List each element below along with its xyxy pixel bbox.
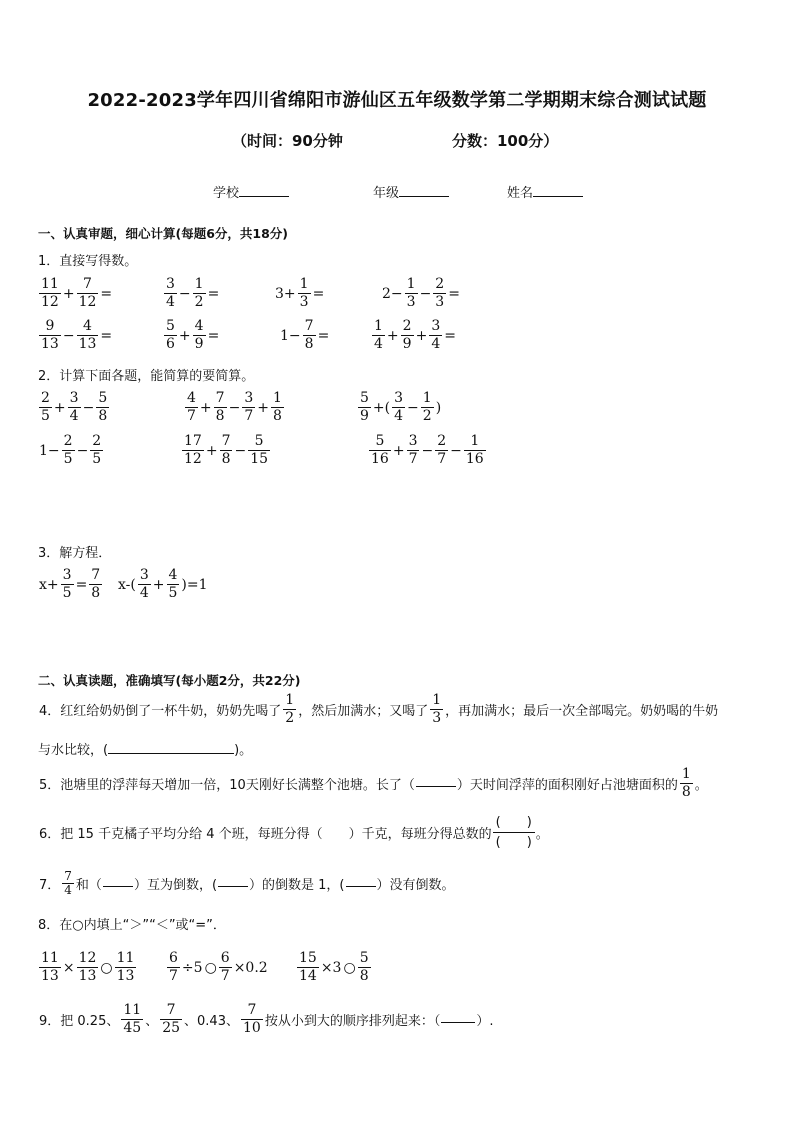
grade-blank[interactable] [399, 184, 449, 197]
q2-expr-6: $\frac{5}{16}$ + $\frac{3}{7}$ − $\frac{2}{7}$ − $\frac{1}{16}$ [371, 433, 484, 467]
q8-circle-2[interactable]: ○ [204, 959, 217, 976]
q6-numerator-blank[interactable]: ( ) [493, 813, 535, 833]
school-blank[interactable] [239, 184, 289, 197]
q8-compare-1: $\frac{11}{13}$ × $\frac{12}{13}$ ○ $\frac{11}{13}$ [41, 950, 135, 984]
q1-r1-b: $\frac{3}{4}$ − $\frac{1}{2}$ = [166, 276, 220, 310]
q8-circle-3[interactable]: ○ [343, 959, 356, 976]
school-field [213, 182, 289, 201]
q1-r2-d: $\frac{1}{4}$ + $\frac{2}{9}$ + $\frac{3}{4}$ = [374, 318, 456, 352]
q1-label: 1．直接写得数。 [38, 254, 138, 269]
name-label: 姓名 [507, 186, 534, 201]
q3-equation-1: x+ $\frac{3}{5}$ = $\frac{7}{8}$ [39, 567, 101, 601]
q1-r2-b: $\frac{5}{6}$ + $\frac{4}{9}$ = [166, 318, 220, 352]
q8-circle-1[interactable]: ○ [100, 959, 113, 976]
q6-line: 6．把 15 千克橘子平均分给 4 个班，每班分得（ ）千克，每班分得总数的 ( ) ( ) 。 [39, 815, 549, 850]
q5-line: 5．池塘里的浮萍每天增加一倍，10天刚好长满整个池塘。长了（ ）天时间浮萍的面积刚好占池塘面积的 $\frac{1}{8}$ 。 [39, 766, 708, 800]
q2-expr-5: $\frac{17}{12}$ + $\frac{7}{8}$ − $\frac{5}{15}$ [184, 433, 269, 467]
q3-equation-2: x-( $\frac{3}{4}$ + $\frac{4}{5}$ )=1 [118, 567, 208, 601]
school-label: 学校 [213, 186, 240, 201]
q7-blank-2[interactable] [218, 874, 248, 887]
page-title: 2022-2023学年四川省绵阳市游仙区五年级数学第二学期期末综合测试试题 [87, 90, 707, 111]
grade-label: 年级 [373, 186, 400, 201]
q4-answer-blank[interactable] [108, 741, 234, 754]
q7-line: 7． $\frac{7}{4}$ 和（ ）互为倒数，( ）的倒数是 1，( ）没有倒数。 [39, 869, 455, 897]
q2-label: 2．计算下面各题，能简算的要简算。 [38, 369, 255, 384]
q4-line-2: 与水比较，( )。 [38, 743, 253, 758]
q4-line-1: 4．红红给奶奶倒了一杯牛奶，奶奶先喝了 $\frac{1}{2}$ ，然后加满水；又喝了 $\frac{1}{3}$ ，再加满水；最后一次全部喝完。奶奶喝的牛奶 [39, 692, 719, 726]
grade-field [373, 182, 449, 201]
q8-label: 8．在○内填上“＞”“＜”或“=”． [38, 918, 226, 933]
q8-compare-3: $\frac{15}{14}$ ×3 ○ $\frac{5}{8}$ [299, 950, 369, 984]
q1-r1-a: $\frac{11}{12}$ + $\frac{7}{12}$ = [41, 276, 113, 310]
q9-answer-blank[interactable] [441, 1010, 475, 1023]
q7-blank-1[interactable] [103, 874, 133, 887]
q1-r2-c: 1− $\frac{7}{8}$ = [280, 318, 330, 352]
q2-expr-3: $\frac{5}{9}$ +( $\frac{3}{4}$ − $\frac{1}{2}$ ) [360, 390, 442, 424]
section-2-heading: 二、认真读题，准确填写(每小题2分，共22分) [38, 673, 301, 688]
q6-denominator-blank[interactable]: ( ) [495, 835, 532, 850]
q5-answer-blank[interactable] [416, 774, 456, 787]
q7-blank-3[interactable] [346, 874, 376, 887]
name-field [507, 182, 583, 201]
q1-r1-d: 2− $\frac{1}{3}$ − $\frac{2}{3}$ = [382, 276, 460, 310]
time-label: （时间：90分钟 [232, 132, 343, 150]
score-label: 分数：100分） [452, 132, 559, 150]
q1-r1-c: 3+ $\frac{1}{3}$ = [275, 276, 325, 310]
section-1-heading: 一、认真审题，细心计算(每题6分，共18分) [38, 226, 289, 241]
q1-r2-a: $\frac{9}{13}$ − $\frac{4}{13}$ = [41, 318, 113, 352]
q9-line: 9．把 0.25、 $\frac{11}{45}$ 、 $\frac{7}{25}$ 、0.43、 $\frac{7}{10}$ 按从小到大的顺序排列起来：（ ）. [39, 1002, 494, 1036]
q3-label: 3．解方程． [38, 546, 112, 561]
q2-expr-2: $\frac{4}{7}$ + $\frac{7}{8}$ − $\frac{3}{7}$ + $\frac{1}{8}$ [187, 390, 282, 424]
q2-expr-1: $\frac{2}{5}$ + $\frac{3}{4}$ − $\frac{5}{8}$ [41, 390, 108, 424]
name-blank[interactable] [533, 184, 583, 197]
q8-compare-2: $\frac{6}{7}$ ÷5 ○ $\frac{6}{7}$ ×0.2 [169, 950, 268, 984]
q2-expr-4: 1− $\frac{2}{5}$ − $\frac{2}{5}$ [39, 433, 102, 467]
